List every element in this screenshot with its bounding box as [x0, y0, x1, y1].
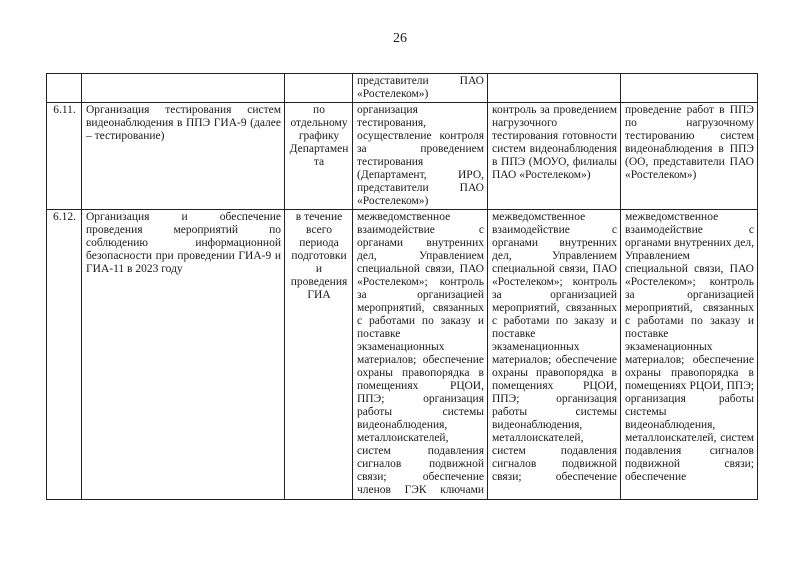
cell-timing	[285, 74, 353, 103]
activities-table	[46, 73, 758, 500]
table-row-6-12	[47, 210, 758, 500]
cell-col5	[488, 74, 621, 103]
cell-num	[47, 74, 82, 103]
cell-col5: межведомственное взаимодействие с органами внутренних дел, Управлением специальной связи, ПАО «Ростелеком»; контроль за организацией мероприятий, связанных с работами по заказу и поставке экзаменационных материалов; обеспечение охраны правопорядка в помещениях РЦОИ, ППЭ; организация работы системы видеонаблюдения, металлоискателей, систем подавления сигналов подвижной связи; обеспечение	[488, 210, 621, 500]
cell-col4: межведомственное взаимодействие с органами внутренних дел, Управлением специальной связи, ПАО «Ростелеком»; контроль за организацией мероприятий, связанных с работами по заказу и поставке экзаменационных материалов; обеспечение охраны правопорядка в помещениях РЦОИ, ППЭ; организация работы системы видеонаблюдения, металлоискателей, систем подавления сигналов подвижной связи; обеспечение членов ГЭК ключами	[353, 210, 488, 500]
cell-timing: в течение всего периода подготовки и проведения ГИА	[285, 210, 353, 500]
cell-num: 6.11.	[47, 103, 82, 210]
page-number: 26	[393, 31, 407, 46]
cell-col4: организация тестирования, осуществление контроля за проведением тестирования (Департамент, ИРО, представители ПАО «Ростелеком»)	[353, 103, 488, 210]
cell-col6: проведение работ в ППЭ по нагрузочному тестированию систем видеонаблюдения в ППЭ (ОО, представители ПАО «Ростелеком»)	[621, 103, 758, 210]
cell-col4: представители ПАО «Ростелеком»)	[353, 74, 488, 103]
cell-activity: Организация и обеспечение проведения мероприятий по соблюдению информационной безопасности при проведении ГИА-9 и ГИА-11 в 2023 году	[82, 210, 285, 500]
cell-num: 6.12.	[47, 210, 82, 500]
cell-timing: по отдельному графику Департамента	[285, 103, 353, 210]
cell-activity	[82, 74, 285, 103]
cell-activity: Организация тестирования систем видеонаблюдения в ППЭ ГИА-9 (далее – тестирование)	[82, 103, 285, 210]
table-row-6-11	[47, 103, 758, 210]
cell-col6: межведомственное взаимодействие с органами внутренних дел, Управлением специальной связи, ПАО «Ростелеком»; контроль за организацией мероприятий, связанных с работами по заказу и поставке экзаменационных материалов; обеспечение охраны правопорядка в помещениях РЦОИ, ППЭ; организация работы системы видеонаблюдения, металлоискателей, систем подавления сигналов подвижной связи; обеспечение	[621, 210, 758, 500]
table-row-continuation	[47, 74, 758, 103]
cell-col5: контроль за проведением нагрузочного тестирования готовности систем видеонаблюдения в ППЭ (МОУО, филиалы ПАО «Ростелеком»)	[488, 103, 621, 210]
cell-col6	[621, 74, 758, 103]
